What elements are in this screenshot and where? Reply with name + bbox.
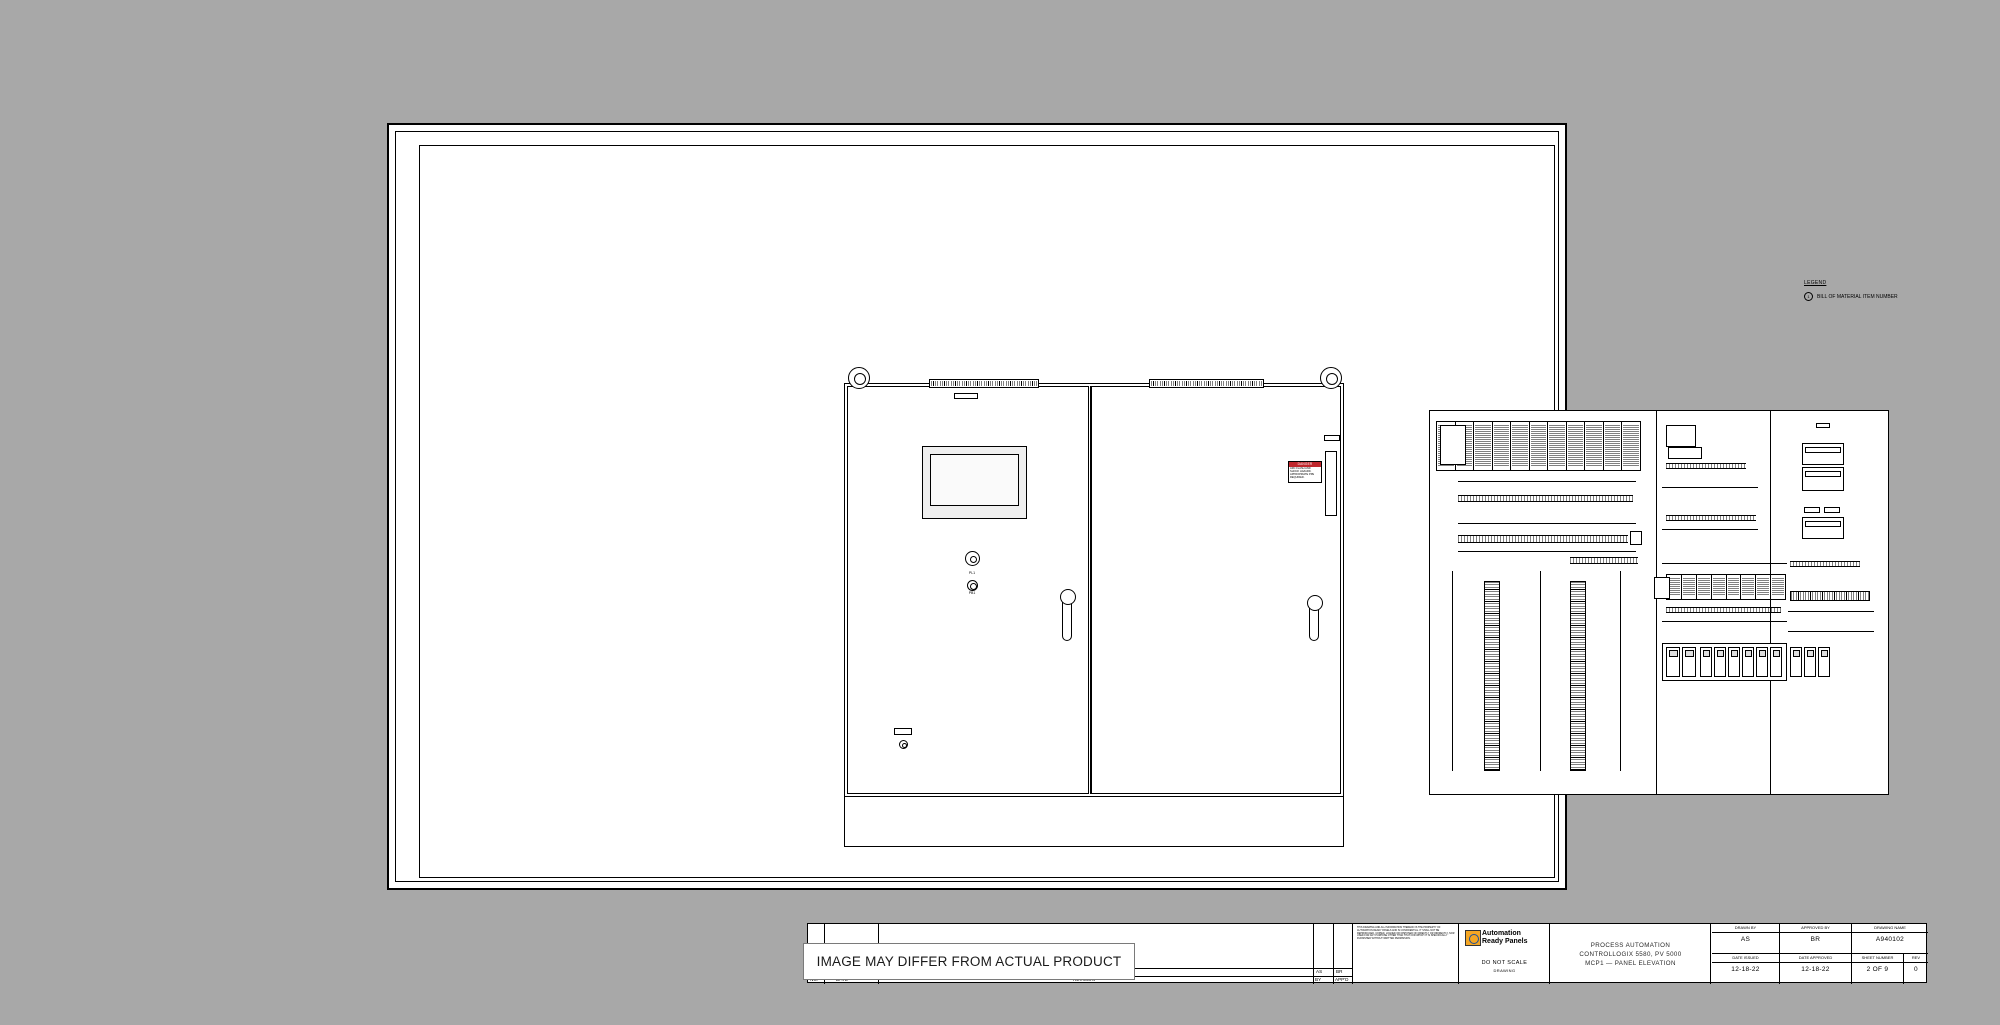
field-value: 2 OF 9 [1866,966,1889,973]
door-handle-right [1309,601,1319,641]
fuse-tag-2 [1824,507,1840,513]
din-rail-mid-1 [1666,463,1746,469]
field-value: 12-18-22 [1731,966,1760,973]
plc-slot [1474,422,1493,470]
disclaimer-box [803,943,1135,980]
duct-vert-2 [1540,571,1541,771]
plc-slot [1567,422,1586,470]
branch-breaker-1 [1802,467,1844,491]
plc-slot [1493,422,1512,470]
bom-bubble-icon: 1 [1804,292,1813,301]
pilot-light-1-tag: PL1 [968,571,976,575]
lifting-eye-right-icon [1320,367,1342,389]
backpanel-divider-1 [1656,411,1657,794]
door-top-nameplate [954,393,978,399]
field-sheet-number [1852,954,1904,984]
terminal-block-column-1 [1484,581,1500,771]
field-header: SHEET NUMBER [1852,954,1903,963]
duct-line-2 [1458,523,1636,524]
relay [1714,647,1726,677]
plc-slot [1604,422,1623,470]
do-not-scale-note: DO NOT SCALE [1481,960,1528,966]
door-top-louver-left [929,379,1039,388]
field-value: A940102 [1875,936,1905,943]
relay [1742,647,1754,677]
description-line-3: MCP1 — PANEL ELEVATION [1585,959,1676,967]
field-date-issued [1712,954,1780,984]
io-slot [1682,575,1697,599]
relay [1682,647,1696,677]
field-date-approved [1780,954,1852,984]
terminal-strip-mid [1458,535,1628,543]
end-bracket [1630,531,1642,545]
terminal-strip-small [1570,557,1638,564]
disclaimer-text: IMAGE MAY DIFFER FROM ACTUAL PRODUCT [816,954,1122,969]
titleblock-fields [1712,924,1926,984]
relay [1790,647,1802,677]
field-header: APPROVED BY [1780,924,1851,933]
terminal-strip-right-1 [1790,591,1870,601]
plc-power-supply [1440,425,1466,465]
legend-row [1804,292,1934,301]
legend-title: LEGEND [1804,280,1827,286]
legend-item-label: BILL OF MATERIAL ITEM NUMBER [1817,293,1898,300]
duct-vert-3 [1620,571,1621,771]
disconnect-nameplate [1324,435,1340,441]
duct-line-mid-1 [1662,487,1758,488]
duct-line-3 [1458,551,1636,552]
door-handle-left [1062,595,1072,641]
field-header: DRAWN BY [1712,924,1779,933]
enclosure-door-area [844,383,1344,797]
danger-label-header: DANGER [1289,462,1321,467]
io-slot [1697,575,1712,599]
company-name-line2: Ready Panels [1482,938,1528,945]
field-header: REV [1904,954,1928,963]
io-slot [1741,575,1756,599]
plc-chassis-controllogix [1436,421,1641,471]
field-value: AS [1740,936,1751,943]
lower-indicator [899,740,908,749]
field-approved-by [1780,924,1852,954]
field-value: 0 [1914,966,1918,973]
duct-vert-1 [1452,571,1453,771]
revision-row-appd: BR [1336,969,1343,974]
duct-line-mid-2 [1662,529,1758,530]
pilot-light-1 [965,551,980,566]
din-rail-right-1 [1790,561,1860,567]
revision-header-appd: APP'D [1335,977,1349,982]
drawing-description [1551,924,1711,984]
plc-slot [1548,422,1567,470]
duct-line-mid-3 [1662,563,1787,564]
duct-line-mid-4 [1662,621,1787,622]
back-panel-layout [1429,410,1889,795]
din-rail-mid-2 [1666,515,1756,521]
door-center-post [1090,386,1092,794]
remote-io-power-supply [1654,577,1670,599]
revision-header-by: BY [1315,977,1322,982]
io-slot [1771,575,1785,599]
field-drawing-name [1852,924,1928,954]
main-breaker [1802,443,1844,465]
pushbutton-1-tag: PB1 [968,591,976,595]
duct-line-1 [1458,481,1636,482]
relay [1770,647,1782,677]
din-rail-mid-3 [1666,607,1781,613]
do-not-scale-subnote: DRAWING [1493,968,1516,973]
terminal-strip-top [1458,495,1633,502]
right-column-tag [1816,423,1830,428]
relay [1756,647,1768,677]
plc-slot [1530,422,1549,470]
company-logo-block [1460,924,1550,984]
plc-slot [1622,422,1640,470]
danger-arc-flash-label [1288,461,1322,483]
field-rev [1904,954,1928,984]
description-line-1: PROCESS AUTOMATION [1590,941,1671,949]
danger-label-body: ARC FLASH AND SHOCK HAZARD. APPROPRIATE PPE REQUIRED. [1290,467,1315,479]
pushbutton-1 [967,580,978,591]
remote-io-rack [1666,574,1786,600]
relay [1666,647,1680,677]
io-slot [1712,575,1727,599]
ethernet-switch [1666,425,1696,447]
revision-row-by: AS [1316,969,1323,974]
field-header: DRAWING NAME [1852,924,1928,933]
io-slot [1756,575,1771,599]
field-header: DATE APPROVED [1780,954,1851,963]
panel-id-nameplate [894,728,912,735]
legend [1804,280,1934,301]
door-top-louver-right [1149,379,1264,388]
fuse-tag-1 [1804,507,1820,513]
relay [1728,647,1740,677]
disconnect-operator-shaft [1325,451,1337,516]
field-value: BR [1810,936,1821,943]
proprietary-notes: THIS DRAWING AND ALL INFORMATION THEREON IS THE PROPERTY OF AUTOMATION READY PANELS AND IS CONFIDENTIAL. IT SHALL NOT BE REPRODUCED, COPIED, LOANED OR DISPOSED OF DIRECTLY OR INDIRECTLY, NOR USED FOR ANY PURPOSE OTHER THAN THAT FOR WHICH IT IS SPECIFICALLY FURNISHED WITHOUT WRITTEN PERMISSION. [1354,924,1459,984]
relay [1818,647,1830,677]
field-value: 12-18-22 [1801,966,1830,973]
lifting-eye-left-icon [848,367,870,389]
hmi-screen [930,454,1019,506]
relay [1804,647,1816,677]
company-name-line1: Automation [1482,930,1521,937]
switch-terminals [1668,447,1702,459]
door-right [1091,386,1341,794]
hmi-panelview-bezel [922,446,1027,519]
terminal-block-column-2 [1570,581,1586,771]
field-drawn-by [1712,924,1780,954]
duct-line-right-1 [1788,611,1874,612]
enclosure-elevation [844,383,1344,847]
relay [1700,647,1712,677]
description-line-2: CONTROLLOGIX 5580, PV 5000 [1579,950,1682,958]
backpanel-divider-2 [1770,411,1771,794]
duct-line-right-2 [1788,631,1874,632]
plc-slot [1511,422,1530,470]
io-slot [1727,575,1742,599]
plc-slot [1585,422,1604,470]
branch-breaker-2 [1802,517,1844,539]
field-header: DATE ISSUED [1712,954,1779,963]
company-logo-icon [1465,930,1481,946]
